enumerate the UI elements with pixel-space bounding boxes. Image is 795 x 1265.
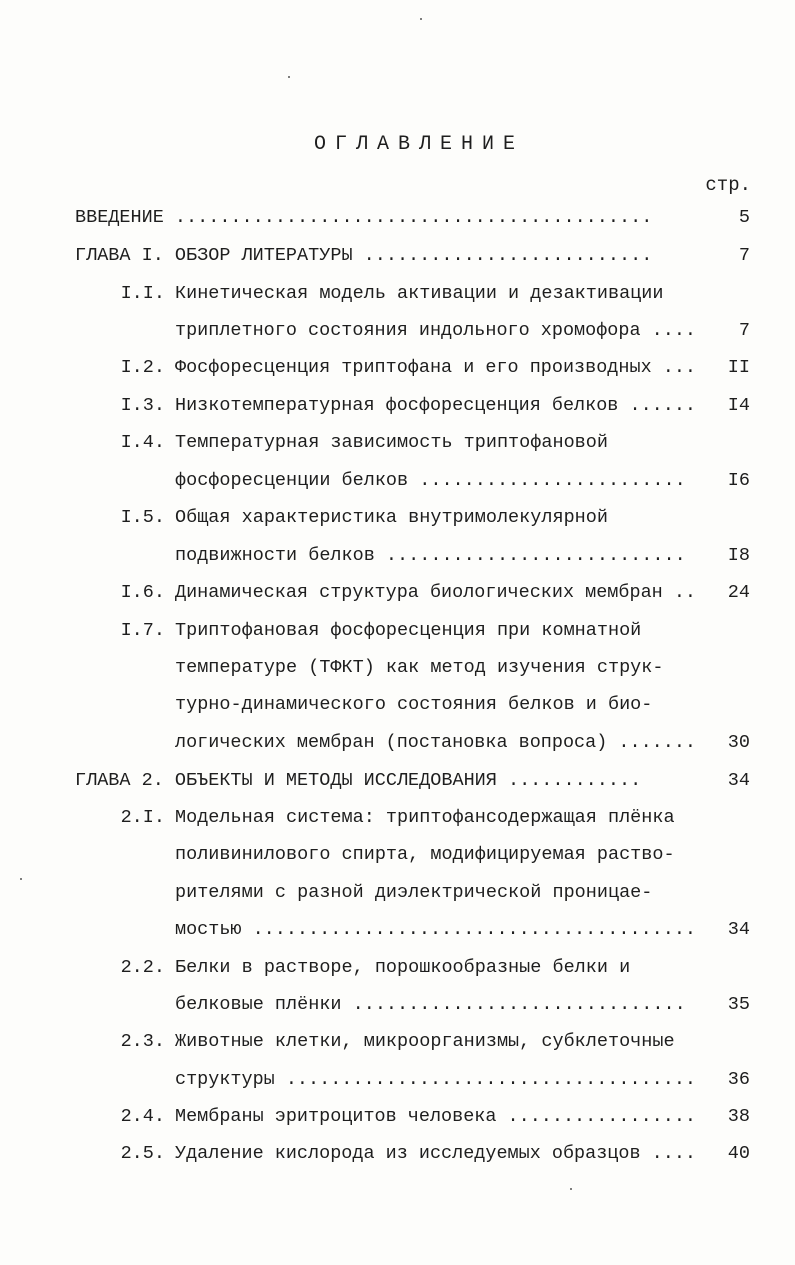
- toc-entry: [0, 1102, 795, 1132]
- toc-entry-page: 36: [727, 1069, 750, 1090]
- toc-entry-title: температуре (ТФКТ) как метод изучения струк-: [175, 657, 664, 678]
- toc-entry-page: 40: [727, 1143, 750, 1164]
- toc-entry-title: рителями с разной диэлектрической проницае-: [175, 882, 653, 903]
- toc-entry: [0, 653, 795, 683]
- scan-speck: [420, 18, 422, 20]
- toc-entry-title: турно-динамического состояния белков и био-: [175, 694, 653, 715]
- toc-entry-number: I.3.: [120, 395, 165, 416]
- toc-entry: [0, 803, 795, 833]
- toc-entry-title: ГЛАВА 2. ОБЪЕКТЫ И МЕТОДЫ ИССЛЕДОВАНИЯ ............: [75, 770, 642, 791]
- toc-entry: [0, 728, 795, 758]
- toc-entry: [0, 840, 795, 870]
- toc-entry-title: триплетного состояния индольного хромофора ....: [175, 320, 696, 341]
- toc-entry-title: Белки в растворе, порошкообразные белки и: [175, 957, 631, 978]
- toc-entry-title: Низкотемпературная фосфоресценция белков ......: [175, 395, 696, 416]
- toc-entry: [0, 990, 795, 1020]
- toc-entry: [0, 279, 795, 309]
- toc-entry: [0, 203, 795, 233]
- toc-entry-title: Животные клетки, микроорганизмы, субклеточные: [175, 1031, 675, 1052]
- scan-speck: [570, 1188, 572, 1190]
- toc-entry: [0, 1139, 795, 1169]
- toc-entry-number: I.I.: [120, 283, 165, 304]
- scan-speck: [20, 878, 22, 880]
- toc-entry: [0, 766, 795, 796]
- toc-entry-title: ГЛАВА I. ОБЗОР ЛИТЕРАТУРЫ ..........................: [75, 245, 653, 266]
- toc-entry-title: ВВЕДЕНИЕ ...........................................: [75, 207, 653, 228]
- toc-entry-number: I.6.: [120, 582, 165, 603]
- toc-entry-title: фосфоресценции белков ........................: [175, 470, 686, 491]
- toc-entry-page: 38: [727, 1106, 750, 1127]
- toc-entry-page: 5: [738, 207, 750, 228]
- toc-entry-page: I6: [727, 470, 750, 491]
- toc-entry-title: Триптофановая фосфоресценция при комнатной: [175, 620, 642, 641]
- toc-entry: [0, 1027, 795, 1057]
- toc-entry-page: 34: [727, 919, 750, 940]
- toc-entry: [0, 616, 795, 646]
- toc-entry-title: логических мембран (постановка вопроса) .......: [175, 732, 696, 753]
- toc-entry: [0, 466, 795, 496]
- toc-entry: [0, 503, 795, 533]
- toc-entry-number: 2.3.: [120, 1031, 165, 1052]
- toc-entry-title: поливинилового спирта, модифицируемая раство-: [175, 844, 675, 865]
- toc-entry-page: 24: [727, 582, 750, 603]
- toc-entry-number: I.7.: [120, 620, 165, 641]
- toc-entry: [0, 690, 795, 720]
- toc-entry: [0, 391, 795, 421]
- toc-entry: [0, 428, 795, 458]
- toc-entry-title: Кинетическая модель активации и дезактивации: [175, 283, 664, 304]
- page-title: ОГЛАВЛЕНИЕ: [313, 133, 525, 156]
- toc-entry-title: Динамическая структура биологических мембран ..: [175, 582, 696, 603]
- toc-entry-page: 30: [727, 732, 750, 753]
- toc-entry-page: I4: [727, 395, 750, 416]
- toc-entry-page: 35: [727, 994, 750, 1015]
- toc-entry-page: 7: [738, 245, 750, 266]
- toc-entry-number: 2.2.: [120, 957, 165, 978]
- toc-entry: [0, 953, 795, 983]
- toc-entry: [0, 878, 795, 908]
- toc-entry-title: Удаление кислорода из исследуемых образцов ....: [175, 1143, 696, 1164]
- toc-entry-title: подвижности белков ...........................: [175, 545, 686, 566]
- toc-entry-page: 7: [738, 320, 750, 341]
- toc-entry-title: структуры .....................................: [175, 1069, 696, 1090]
- toc-entry-number: I.4.: [120, 432, 165, 453]
- toc-entry: [0, 541, 795, 571]
- toc-entry: [0, 241, 795, 271]
- toc-entry: [0, 915, 795, 945]
- toc-entry-title: Температурная зависимость триптофановой: [175, 432, 608, 453]
- toc-entry-page: 34: [727, 770, 750, 791]
- toc-entry: [0, 578, 795, 608]
- toc-entry: [0, 316, 795, 346]
- toc-entry-title: Фосфоресценция триптофана и его производных ...: [175, 357, 696, 378]
- toc-entry: [0, 1065, 795, 1095]
- toc-entry: [0, 353, 795, 383]
- toc-entry-title: белковые плёнки ..............................: [175, 994, 686, 1015]
- toc-entry-number: I.5.: [120, 507, 165, 528]
- toc-entry-title: Модельная система: триптофансодержащая плёнка: [175, 807, 675, 828]
- scan-speck: [288, 76, 290, 78]
- toc-entry-number: 2.4.: [120, 1106, 165, 1127]
- toc-entry-title: мостью ........................................: [175, 919, 696, 940]
- toc-entry-number: I.2.: [120, 357, 165, 378]
- toc-entry-number: 2.5.: [120, 1143, 165, 1164]
- toc-entry-number: 2.I.: [120, 807, 165, 828]
- toc-entry-title: Мембраны эритроцитов человека .................: [175, 1106, 696, 1127]
- toc-entry-page: I8: [727, 545, 750, 566]
- page-column-label: стр.: [705, 174, 751, 196]
- toc-entry-page: II: [727, 357, 750, 378]
- toc-entry-title: Общая характеристика внутримолекулярной: [175, 507, 608, 528]
